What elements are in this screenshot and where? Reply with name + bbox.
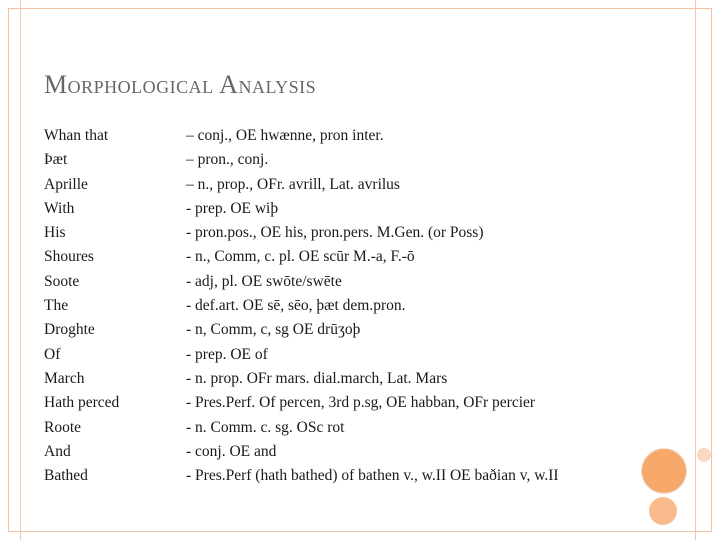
list-item xyxy=(44,443,644,467)
list-item xyxy=(44,297,644,321)
word: Aprille xyxy=(44,175,88,193)
list-item xyxy=(44,127,644,151)
list-item xyxy=(44,346,644,370)
gloss: - conj. OE and xyxy=(186,442,277,460)
gloss: - n. Comm. c. sg. OSc rot xyxy=(186,418,345,436)
gloss: – conj., OE hwænne, pron inter. xyxy=(186,127,384,144)
decorative-circle-small xyxy=(649,497,677,525)
right-rule xyxy=(695,0,696,540)
left-rule xyxy=(20,0,21,540)
gloss: - prep. OE wiþ xyxy=(186,199,279,217)
gloss: – pron., conj. xyxy=(186,151,269,169)
list-item xyxy=(44,151,644,175)
gloss: - def.art. OE sē, sēo, þæt dem.pron. xyxy=(186,297,406,315)
word: Soote xyxy=(44,272,80,290)
word: With xyxy=(44,199,75,217)
analysis-list xyxy=(44,127,644,491)
word: His xyxy=(44,224,66,242)
gloss: - n., Comm, c. pl. OE scūr M.-a, F.-ō xyxy=(186,248,415,266)
word: Þæt xyxy=(44,151,68,169)
slide-title: Morphological Analysis xyxy=(44,70,317,99)
word: Bathed xyxy=(44,467,88,485)
gloss: - adj, pl. OE swōte/swēte xyxy=(186,272,342,290)
decorative-circle-large xyxy=(641,448,687,494)
word: Roote xyxy=(44,418,82,436)
gloss: - n, Comm, c, sg OE drūʒoþ xyxy=(186,321,361,339)
list-item xyxy=(44,248,644,272)
gloss: - Pres.Perf. Of percen, 3rd p.sg, OE habban, OFr percier xyxy=(186,394,536,412)
word: Of xyxy=(44,345,61,363)
list-item xyxy=(44,394,644,418)
word: Droghte xyxy=(44,321,95,339)
list-item xyxy=(44,200,644,224)
word: Hath perced xyxy=(44,394,120,412)
gloss: - prep. OE of xyxy=(186,345,268,363)
list-item xyxy=(44,176,644,200)
list-item xyxy=(44,273,644,297)
gloss: – n., prop., OFr. avrill, Lat. avrilus xyxy=(186,175,400,193)
gloss: - Pres.Perf (hath bathed) of bathen v., w.II OE baðian v, w.II xyxy=(186,467,559,485)
word: Whan that xyxy=(44,127,109,144)
decorative-circle-tiny xyxy=(697,448,711,462)
word: The xyxy=(44,297,69,315)
gloss: - n. prop. OFr mars. dial.march, Lat. Mars xyxy=(186,369,448,387)
word: Shoures xyxy=(44,248,94,266)
word: And xyxy=(44,442,71,460)
word: March xyxy=(44,369,85,387)
gloss: - pron.pos., OE his, pron.pers. M.Gen. (or Poss) xyxy=(186,224,484,242)
list-item xyxy=(44,467,644,491)
list-item xyxy=(44,370,644,394)
list-item xyxy=(44,321,644,345)
list-item xyxy=(44,419,644,443)
list-item xyxy=(44,224,644,248)
